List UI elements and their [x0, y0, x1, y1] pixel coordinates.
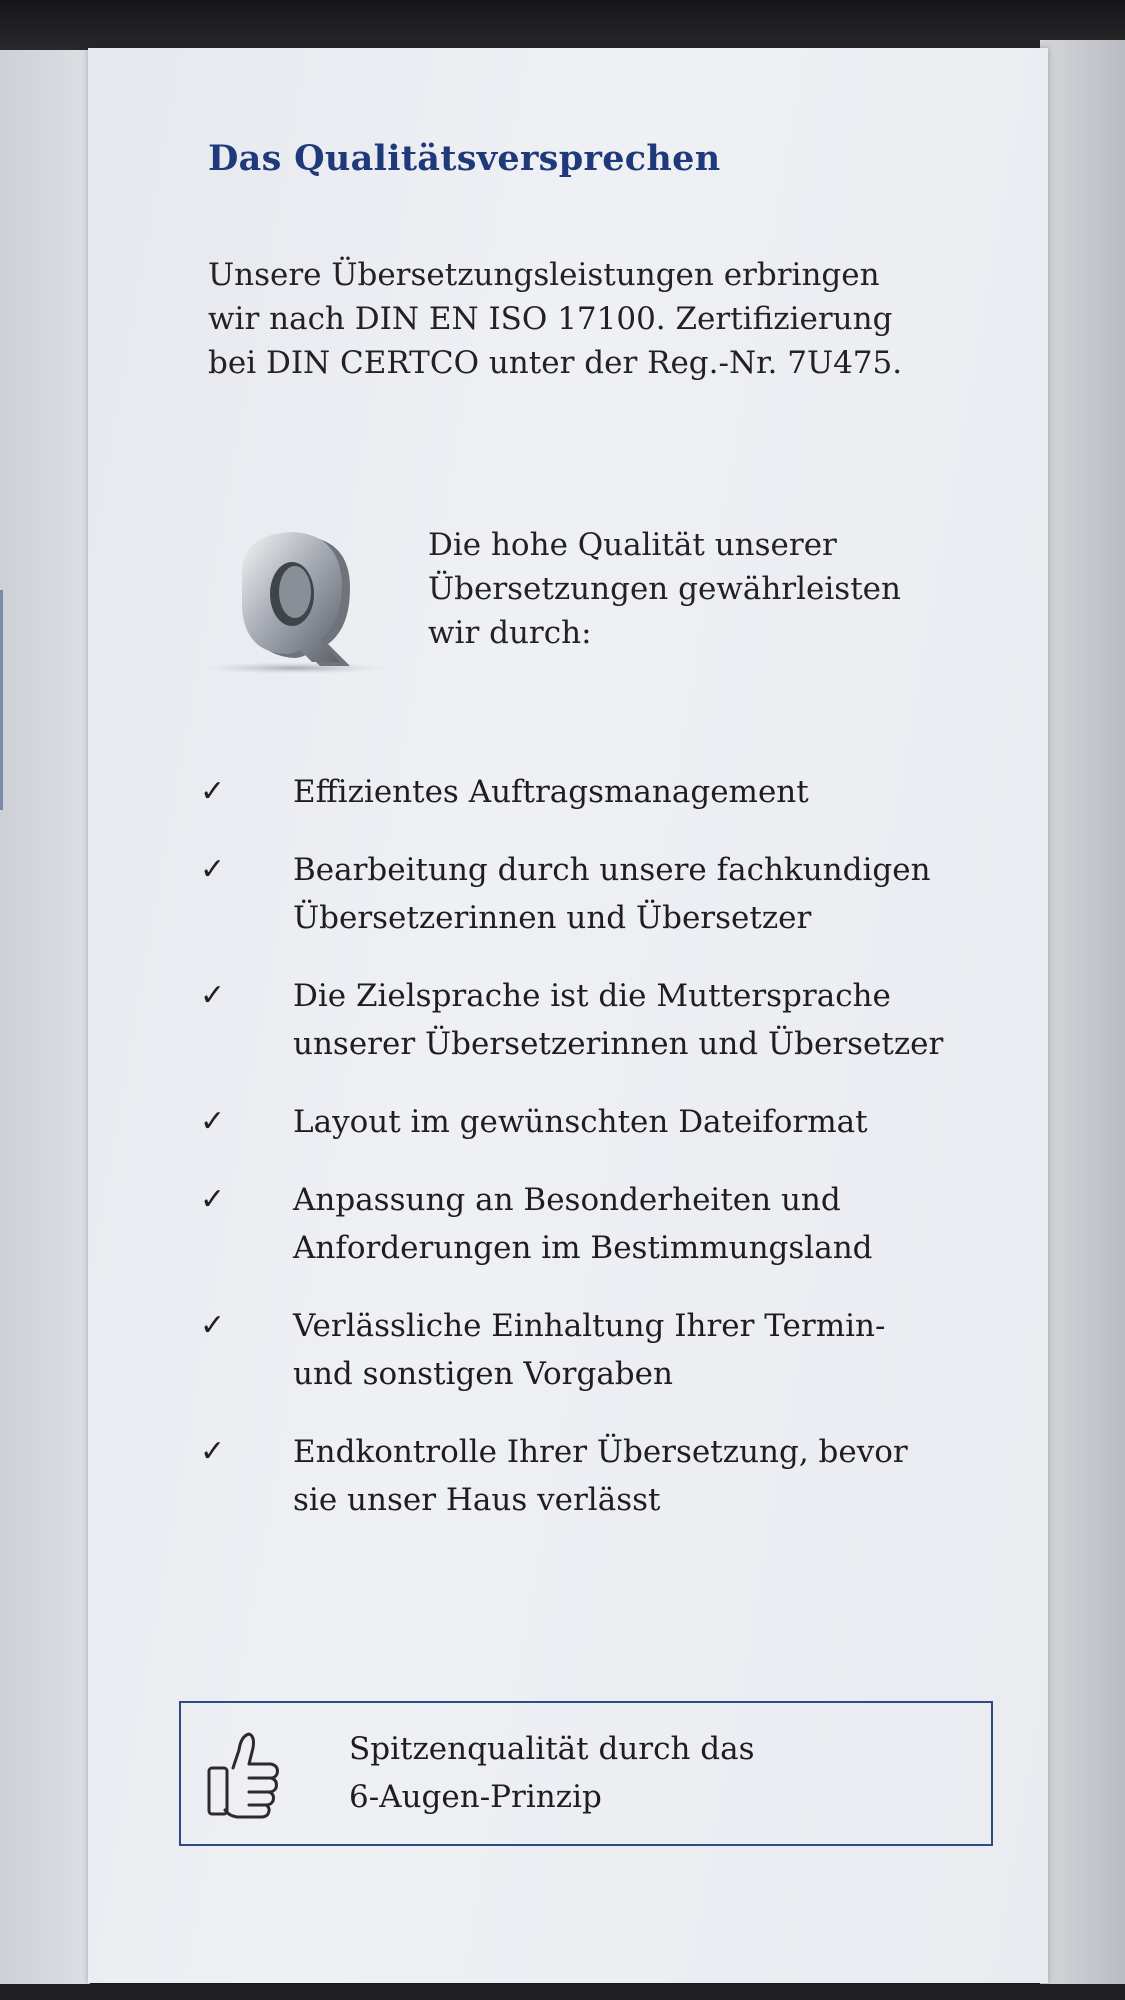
left-brochure-panel	[0, 50, 90, 1990]
list-item-text	[293, 768, 1060, 816]
thumbs-up-icon	[203, 1728, 283, 1820]
highlight-box-text	[349, 1725, 755, 1821]
list-item-line: Bearbeitung durch unsere fachkundigen	[293, 852, 931, 888]
highlight-box	[179, 1701, 993, 1846]
list-item-text	[293, 1176, 1060, 1272]
list-item-line: sie unser Haus verlässt	[293, 1482, 661, 1518]
checkmark-icon: ✓	[200, 1104, 226, 1139]
quality-intro-line: wir durch:	[428, 615, 592, 651]
list-item	[200, 846, 1060, 942]
list-item	[200, 1428, 1060, 1524]
list-item-line: und sonstigen Vorgaben	[293, 1356, 673, 1392]
list-item-line: Endkontrolle Ihrer Übersetzung, bevor	[293, 1434, 908, 1470]
background-shadow	[0, 0, 1125, 55]
intro-line: bei DIN CERTCO unter der Reg.-Nr. 7U475.	[208, 345, 903, 381]
list-item-line: Effizientes Auftragsmanagement	[293, 774, 809, 810]
intro-line: wir nach DIN EN ISO 17100. Zertifizierung	[208, 301, 893, 337]
list-item-text	[293, 846, 1060, 942]
intro-line: Unsere Übersetzungsleistungen erbringen	[208, 257, 880, 293]
brochure-page	[88, 48, 1048, 1983]
quality-intro-line: Die hohe Qualität unserer	[428, 527, 837, 563]
list-item	[200, 1098, 1060, 1146]
list-item-text	[293, 1428, 1060, 1524]
list-item-line: Layout im gewünschten Dateiformat	[293, 1104, 868, 1140]
list-item	[200, 1176, 1060, 1272]
highlight-box-line: Spitzenqualität durch das	[349, 1731, 755, 1767]
quality-intro-line: Übersetzungen gewährleisten	[428, 571, 901, 607]
checkmark-icon: ✓	[200, 1434, 226, 1469]
checkmark-icon: ✓	[200, 774, 226, 809]
intro-paragraph	[208, 253, 1008, 385]
letter-q-3d-icon	[200, 528, 390, 678]
checkmark-icon: ✓	[200, 1182, 226, 1217]
page-title: Das Qualitätsversprechen	[208, 138, 721, 179]
list-item-text	[293, 972, 1060, 1068]
list-item	[200, 972, 1060, 1068]
list-item	[200, 768, 1060, 816]
list-item-text	[293, 1302, 1060, 1398]
list-item-line: Übersetzerinnen und Übersetzer	[293, 900, 812, 936]
checkmark-icon: ✓	[200, 852, 226, 887]
list-item-line: Die Zielsprache ist die Muttersprache	[293, 978, 891, 1014]
checkmark-icon: ✓	[200, 978, 226, 1013]
panel-edge-mark	[0, 590, 3, 810]
list-item-line: Anpassung an Besonderheiten und	[293, 1182, 841, 1218]
list-item-line: unserer Übersetzerinnen und Übersetzer	[293, 1026, 944, 1062]
list-item-line: Verlässliche Einhaltung Ihrer Termin-	[293, 1308, 886, 1344]
list-item-text	[293, 1098, 1060, 1146]
quality-intro	[428, 523, 901, 655]
quality-checklist	[200, 768, 1060, 1554]
highlight-box-line: 6-Augen-Prinzip	[349, 1779, 602, 1815]
background-bottom	[0, 1984, 1125, 2000]
list-item-line: Anforderungen im Bestimmungsland	[293, 1230, 873, 1266]
checkmark-icon: ✓	[200, 1308, 226, 1343]
list-item	[200, 1302, 1060, 1398]
